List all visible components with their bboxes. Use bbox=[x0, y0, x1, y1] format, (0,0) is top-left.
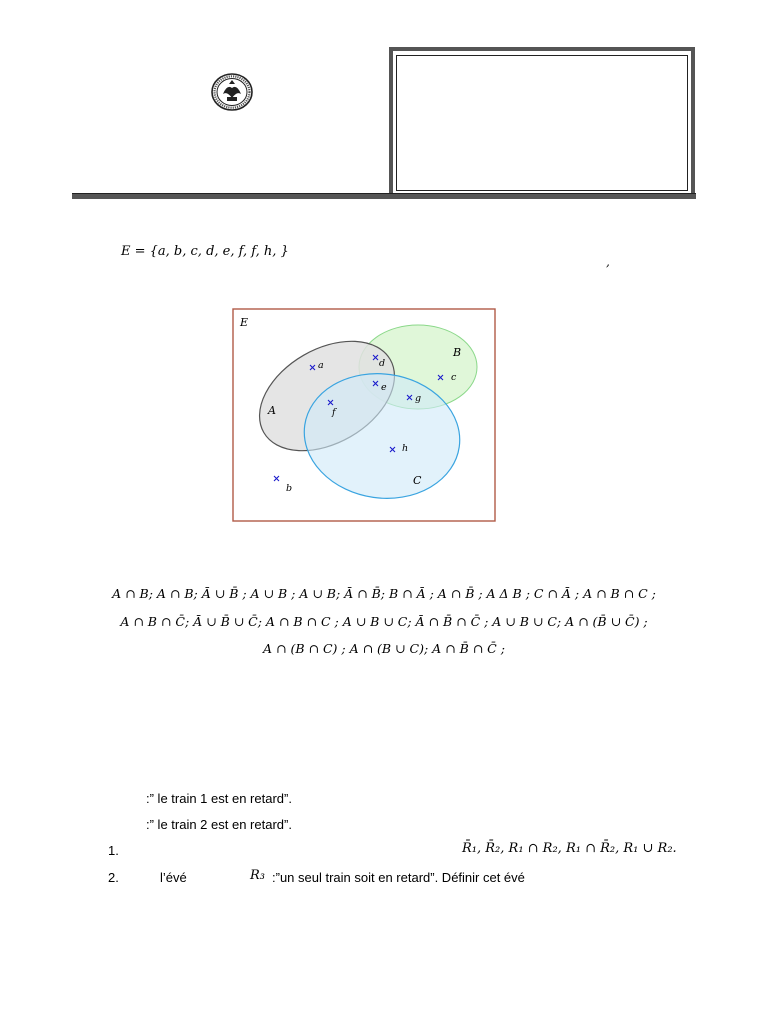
university-seal-icon bbox=[210, 72, 254, 112]
question-2-lead: l’évé bbox=[160, 870, 187, 885]
question-2-number: 2. bbox=[108, 870, 119, 885]
header-rule bbox=[72, 193, 696, 199]
set-label-c: C bbox=[413, 474, 422, 487]
set-label-b: B bbox=[453, 346, 462, 359]
question-2-event: R₃ bbox=[250, 868, 265, 883]
universe-label: E bbox=[240, 316, 249, 329]
header-box-inner bbox=[396, 55, 688, 191]
r1-definition: :” le train 1 est en retard”. bbox=[146, 791, 292, 806]
venn-diagram bbox=[232, 308, 496, 522]
r2-definition: :” le train 2 est en retard”. bbox=[146, 817, 292, 832]
point-label-d: d bbox=[379, 358, 386, 369]
question-2-text: :”un seul train soit en retard”. Définir cet évé bbox=[272, 870, 525, 885]
point-label-h: h bbox=[402, 443, 409, 454]
point-label-c: c bbox=[451, 372, 457, 383]
set-label-a: A bbox=[268, 404, 276, 417]
header-box bbox=[389, 47, 695, 198]
question-1-number: 1. bbox=[108, 843, 119, 858]
point-label-a: a bbox=[318, 360, 324, 371]
point-label-g: g bbox=[415, 393, 422, 404]
set-definition: E = {a, b, c, d, e, f, f, h, } bbox=[121, 244, 289, 259]
point-label-b: b bbox=[286, 483, 293, 494]
question-1-events: R̄₁, R̄₂, R₁ ∩ R₂, R₁ ∩ R̄₂, R₁ ∪ R₂. bbox=[462, 841, 677, 856]
stray-mark: , bbox=[606, 255, 610, 269]
expression-line-2: A ∩ B ∩ C̄; Ā ∪ B̄ ∪ C̄; A ∩ B ∩ C ; A ∪ B ∪ C; Ā ∩ B̄ ∩ C̄ ; A ∪ B ∪ C; A ∩ (B̄ ∪ C̄) ; bbox=[120, 614, 648, 629]
point-label-e: e bbox=[381, 382, 387, 393]
point-label-f: f bbox=[332, 407, 336, 418]
expression-line-3: A ∩ (B ∩ C) ; A ∩ (B ∪ C); A ∩ B̄ ∩ C̄ ; bbox=[263, 641, 505, 656]
expression-line-1: A ∩ B; A ∩ B; Ā ∪ B̄ ; A ∪ B ; A ∪ B; Ā ∩ B̄; B ∩ Ā ; A ∩ B̄ ; A Δ B ; C ∩ Ā ; A ∩ B ∩ C ; bbox=[112, 586, 656, 601]
